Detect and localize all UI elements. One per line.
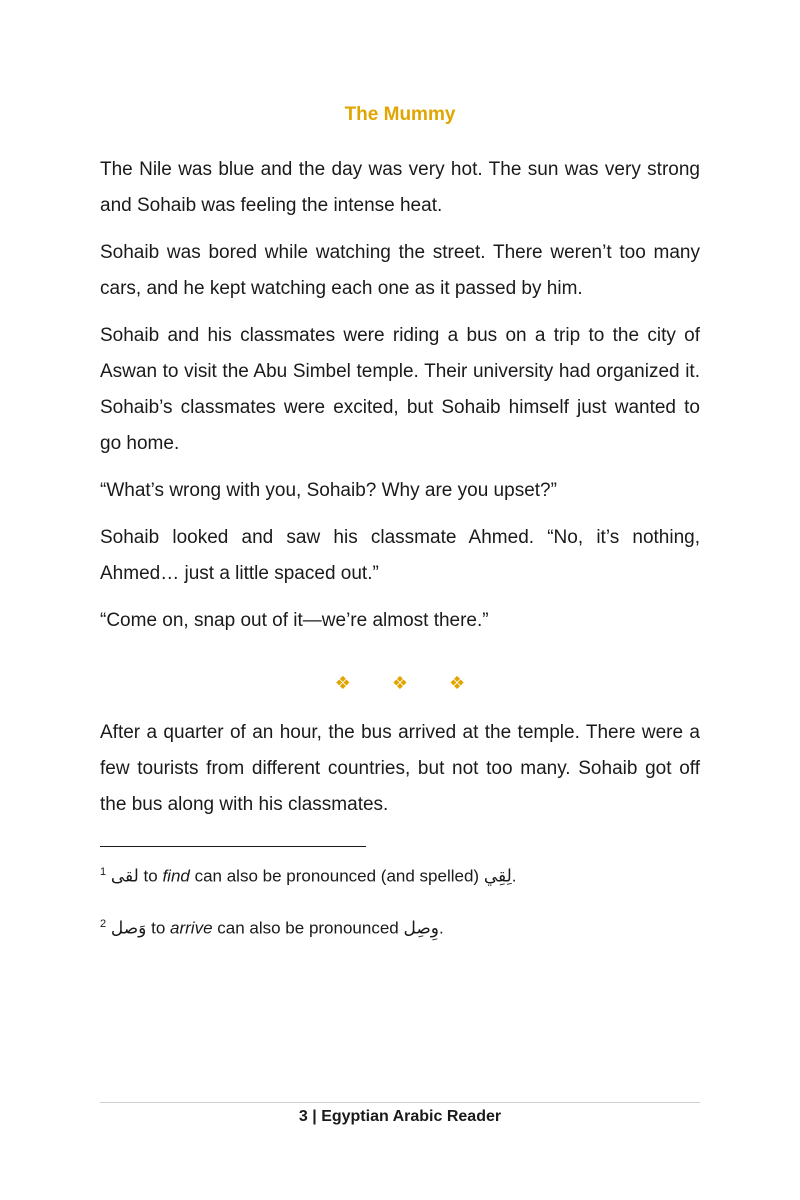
page-footer bbox=[100, 1108, 700, 1126]
footnote-end: . bbox=[511, 866, 517, 886]
paragraph-3: Sohaib and his classmates were riding a bus on a trip to the city of Aswan to visit the Abu Simbel temple. Their university had organized it. Sohaib’s classmates were excited, but Sohaib himself just wanted to go home. bbox=[100, 325, 700, 454]
footnote-gloss-word: find bbox=[162, 866, 190, 886]
footnote-text: can also be pronounced (and spelled) bbox=[189, 866, 484, 886]
footnote-2 bbox=[100, 912, 444, 941]
page-number: 3 bbox=[298, 1108, 308, 1125]
section-break-ornament: ❖ ❖ ❖ bbox=[334, 673, 484, 693]
paragraph-7: After a quarter of an hour, the bus arrived at the temple. There were a few tourists from different countries, but not too many. Sohaib got off the bus along with his classmates. bbox=[100, 722, 700, 815]
story-body bbox=[100, 152, 700, 834]
footnote-number: 2 bbox=[100, 918, 107, 930]
paragraph-1: The Nile was blue and the day was very hot. The sun was very strong and Sohaib was feeling the intense heat. bbox=[100, 159, 700, 216]
footnote-divider bbox=[100, 846, 366, 847]
footer-divider bbox=[100, 1102, 700, 1103]
footnote-number: 1 bbox=[100, 866, 107, 878]
footnote-text: can also be pronounced bbox=[212, 918, 404, 938]
paragraph-5: Sohaib looked and saw his classmate Ahmed. “No, it’s nothing, Ahmed… just a little spaced out.” bbox=[100, 527, 700, 584]
page bbox=[100, 0, 700, 1200]
chapter-title: The Mummy bbox=[344, 104, 456, 125]
footer-separator: | bbox=[312, 1108, 317, 1125]
footnote-gloss-prefix: to bbox=[143, 866, 163, 886]
book-title: Egyptian Arabic Reader bbox=[321, 1108, 502, 1125]
footnote-1 bbox=[100, 860, 517, 889]
footnote-alt-arabic: وِصِل bbox=[403, 918, 439, 939]
footnote-gloss-word: arrive bbox=[170, 918, 213, 938]
paragraph-2: Sohaib was bored while watching the street. There weren’t too many cars, and he kept watching each one as it passed by him. bbox=[100, 242, 700, 299]
paragraph-4: “What’s wrong with you, Sohaib? Why are you upset?” bbox=[100, 480, 557, 501]
footnote-gloss-prefix: to bbox=[151, 918, 171, 938]
footnote-end: . bbox=[439, 918, 444, 938]
footnote-alt-arabic: لِقِي bbox=[483, 866, 512, 887]
footnote-arabic: وَصل bbox=[110, 918, 147, 939]
footnote-arabic: لقى bbox=[110, 866, 139, 887]
paragraph-6: “Come on, snap out of it—we’re almost there.” bbox=[100, 610, 489, 631]
